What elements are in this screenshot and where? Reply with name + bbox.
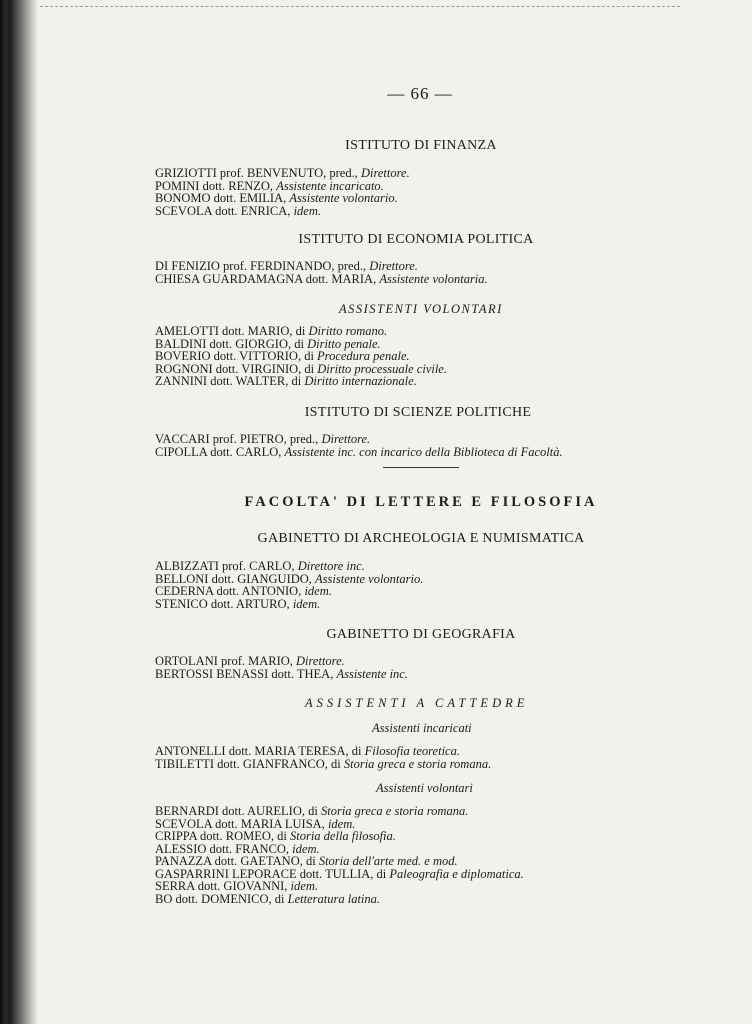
entry-name: BOVERIO dott. VITTORIO, di — [155, 349, 318, 363]
entry-bertossi — [155, 668, 408, 681]
entries-volontari-lettere — [155, 805, 524, 905]
entry-name: DI FENIZIO prof. FERDINANDO, pred., — [155, 259, 370, 273]
heading-assistenti-cattedre: ASSISTENTI A CATTEDRE — [305, 696, 529, 710]
entry-name: TIBILETTI dott. GIANFRANCO, di — [155, 756, 344, 771]
entries-finanza — [155, 167, 410, 217]
heading-gabinetto-archeologia: GABINETTO DI ARCHEOLOGIA E NUMISMATICA — [257, 531, 585, 546]
entry-role: Assistente incaricato. — [276, 178, 384, 193]
entry-role: Diritto processuale civile. — [317, 361, 447, 376]
entry-role: Direttore inc. — [297, 559, 365, 573]
entry-name: AMELOTTI dott. MARIO, di — [155, 324, 309, 338]
entry-name: CIPOLLA dott. CARLO, — [155, 444, 285, 459]
entry-role: idem. — [290, 879, 318, 893]
entry-role: Paleografia e diplomatica. — [389, 866, 524, 881]
entry-role: Direttore. — [369, 259, 418, 273]
entry-name: BERNARDI dott. AURELIO, di — [155, 804, 321, 818]
entries-assistenti-volontari — [155, 325, 447, 388]
entry-name: POMINI dott. RENZO, — [155, 178, 277, 193]
heading-istituto-scienze-politiche: ISTITUTO DI SCIENZE POLITICHE — [304, 405, 532, 420]
entry-role: idem. — [304, 584, 332, 598]
entry-name: CHIESA GUARDAMAGNA dott. MARIA, — [155, 271, 380, 286]
heading-istituto-economia: ISTITUTO DI ECONOMIA POLITICA — [298, 232, 534, 247]
page-number: — 66 — — [387, 84, 453, 103]
section-divider — [383, 467, 459, 468]
entry-stenico — [155, 598, 423, 611]
entry-name: ANTONELLI dott. MARIA TERESA, di — [155, 744, 365, 758]
entry-tibiletti — [155, 758, 491, 771]
entry-name: ORTOLANI prof. MARIO, — [155, 654, 297, 668]
entry-name: CRIPPA dott. ROMEO, di — [155, 829, 290, 843]
entry-role: Assistente inc. — [336, 666, 408, 681]
heading-assistenti-volontari-lettere: Assistenti volontari — [376, 781, 473, 795]
entry-name: BO dott. DOMENICO, di — [155, 891, 288, 906]
heading-gabinetto-geografia: GABINETTO DI GEOGRAFIA — [326, 627, 516, 642]
entry-name: SCEVOLA dott. MARIA LUISA, — [155, 816, 328, 831]
entry-name: GRIZIOTTI prof. BENVENUTO, pred., — [155, 166, 361, 180]
entries-scienze-politiche — [155, 433, 563, 458]
entry-role: idem. — [292, 841, 320, 856]
entry-role: Direttore. — [296, 654, 345, 668]
entry-role: Diritto romano. — [308, 324, 388, 338]
entry-role: Letteratura latina. — [287, 891, 381, 906]
entry-name: SERRA dott. GIOVANNI, — [155, 879, 291, 893]
entry-role: Diritto internazionale. — [304, 374, 417, 388]
entry-name: ALBIZZATI prof. CARLO, — [155, 559, 298, 573]
entry-role: Assistente volontario. — [289, 191, 398, 205]
heading-facolta-lettere: FACOLTA' DI LETTERE E FILOSOFIA — [244, 494, 598, 510]
page-top-edge — [40, 6, 680, 7]
entry-role: Storia dell'arte med. e mod. — [318, 854, 458, 868]
entry-role: Filosofia teoretica. — [364, 744, 460, 758]
entry-role: Storia greca e storia romana. — [343, 756, 492, 771]
entry-name: ROGNONI dott. VIRGINIO, di — [155, 361, 318, 376]
entry-name: CEDERNA dott. ANTONIO, — [155, 584, 305, 598]
entry-name: BALDINI dott. GIORGIO, di — [155, 336, 308, 351]
entry-role: Assistente inc. con incarico della Biblioteca di Facoltà. — [284, 444, 563, 459]
entry-bo — [155, 893, 524, 906]
entry-role: Assistente volontario. — [315, 571, 424, 586]
entry-name: STENICO dott. ARTURO, — [155, 596, 293, 611]
entries-incaricati — [155, 745, 491, 770]
entry-role: Procedura penale. — [317, 349, 410, 363]
entry-role: Direttore. — [360, 166, 410, 180]
entry-name: PANAZZA dott. GAETANO, di — [155, 854, 319, 868]
book-spine-shadow — [0, 0, 38, 1024]
entry-name: SCEVOLA dott. ENRICA, — [155, 203, 294, 218]
heading-assistenti-volontari: ASSISTENTI VOLONTARI — [339, 302, 503, 316]
entry-name: BERTOSSI BENASSI dott. THEA, — [155, 666, 337, 681]
entry-role: Storia della filosofia. — [290, 829, 396, 843]
entry-name: GASPARRINI LEPORACE dott. TULLIA, di — [155, 866, 390, 881]
entry-chiesa — [155, 273, 488, 286]
entry-cipolla — [155, 446, 563, 459]
entry-name: ALESSIO dott. FRANCO, — [155, 841, 293, 856]
entries-geografia — [155, 655, 408, 680]
entry-role: Storia greca e storia romana. — [320, 804, 469, 818]
entry-zannini — [155, 375, 447, 388]
entry-name: VACCARI prof. PIETRO, pred., — [155, 432, 322, 446]
entry-scevola-enrica — [155, 205, 410, 218]
entry-role: idem. — [327, 816, 356, 831]
entry-name: BELLONI dott. GIANGUIDO, — [155, 571, 316, 586]
entry-role: Diritto penale. — [307, 336, 381, 351]
entry-name: BONOMO dott. EMILIA, — [155, 191, 290, 205]
entry-role: idem. — [292, 596, 321, 611]
heading-istituto-finanza: ISTITUTO DI FINANZA — [345, 138, 497, 153]
entry-role: idem. — [293, 203, 321, 218]
entry-name: ZANNINI dott. WALTER, di — [155, 374, 305, 388]
entries-economia — [155, 260, 488, 285]
entries-archeologia — [155, 560, 423, 610]
entry-role: Direttore. — [321, 432, 371, 446]
heading-assistenti-incaricati: Assistenti incaricati — [372, 721, 472, 735]
entry-role: Assistente volontaria. — [379, 271, 488, 286]
